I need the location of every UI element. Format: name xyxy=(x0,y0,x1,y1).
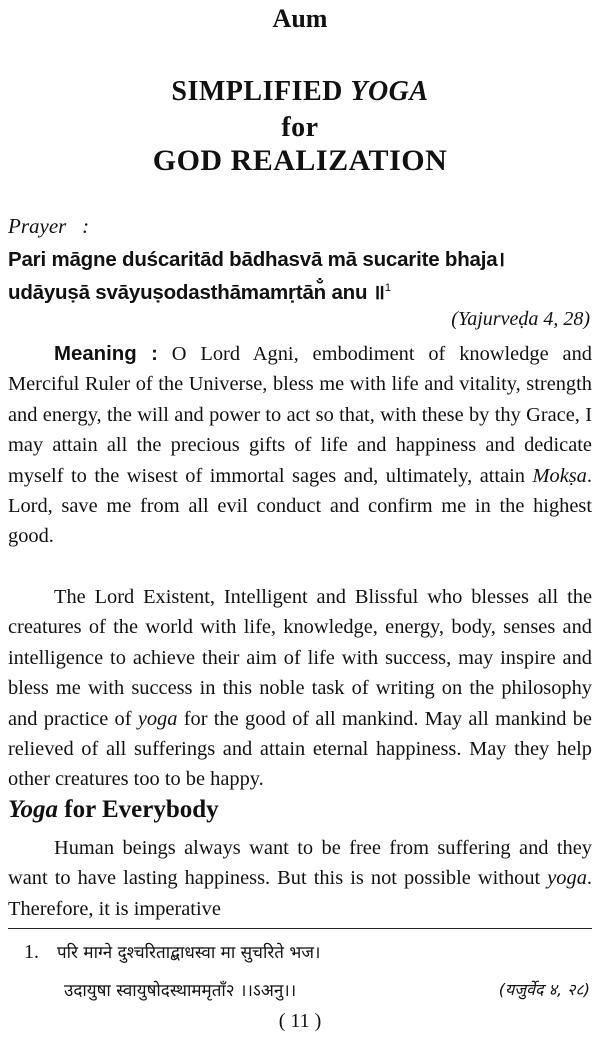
lord-paragraph xyxy=(8,582,592,795)
meaning-label: Meaning : xyxy=(54,343,158,365)
meaning-italic: Mokṣa xyxy=(532,464,587,487)
heading-rest: for Everybody xyxy=(58,796,219,823)
mantra-line-2-text: udāyuṣā svāyuṣodasthāmamṛtān̐ anu ॥ xyxy=(8,281,385,304)
page-number: ( 11 ) xyxy=(278,1010,322,1032)
title-line-3: GOD REALIZATION xyxy=(152,144,448,177)
section-italic: yoga xyxy=(547,867,587,890)
heading-yoga: Yoga xyxy=(8,796,58,823)
footnote-citation: (यजुर्वेद ४, २८) xyxy=(498,980,590,999)
footnote-number: 1. xyxy=(24,941,39,963)
meaning-text-end: . Lord, save me from all evil conduct and confirm me in the highest good. xyxy=(8,464,592,548)
prayer-citation: (Yajurveḍa 4, 28) xyxy=(451,308,590,330)
section-paragraph xyxy=(8,833,592,924)
section-text-after: . Therefore, it is imperative xyxy=(8,867,592,920)
footnote-line-1 xyxy=(24,940,320,964)
lord-italic: yoga xyxy=(137,707,178,730)
footnote-divider xyxy=(8,928,592,929)
lord-text-before: The Lord Existent, Intelligent and Blissful who blesses all the creatures of the world with life, knowledge, energy, body, senses and intelligence to achieve their aim of life with success, may inspire and bless me with success in this noble task of writing on the philosophy and practice of xyxy=(8,586,592,730)
title-line-1 xyxy=(0,76,600,108)
footnote-sanskrit-2: उदायुषा स्वायुषोदस्थाममृताँ२ ।।ऽअनु।। xyxy=(64,981,297,1001)
title-prefix: SIMPLIFIED xyxy=(171,76,351,107)
section-text-before: Human beings always want to be free from suffering and they want to have lasting happiness. But this is not possible without xyxy=(8,837,592,890)
aum-header: Aum xyxy=(272,4,328,33)
mantra-line-2 xyxy=(8,278,592,306)
prayer-label: Prayer : xyxy=(8,214,90,238)
title-line-2: for xyxy=(281,112,319,143)
lord-text-after: for the good of all mankind. May all mankind be relieved of all sufferings and attain eternal happiness. May they help other creatures too to be happy. xyxy=(8,707,592,791)
meaning-paragraph xyxy=(8,339,592,552)
meaning-text: O Lord Agni, embodiment of knowledge and Merciful Ruler of the Universe, bless me with life and vitality, strength and energy, the will and power to act so that, with these by thy Grace, I may attain all the precious gifts of life and happiness and dedicate myself to the wisest of immortal sages and, ultimately, attain xyxy=(8,343,592,487)
footnote-sanskrit-1: परि माग्ने दुश्चरिताद्बाधस्वा मा सुचरिते भज। xyxy=(57,943,321,963)
mantra-line-1: Pari māgne duścaritād bādhasvā mā sucarite bhaja। xyxy=(8,248,506,271)
section-heading xyxy=(8,796,219,824)
title-yoga: YOGA xyxy=(350,76,429,107)
footnote-marker: 1 xyxy=(384,282,391,295)
